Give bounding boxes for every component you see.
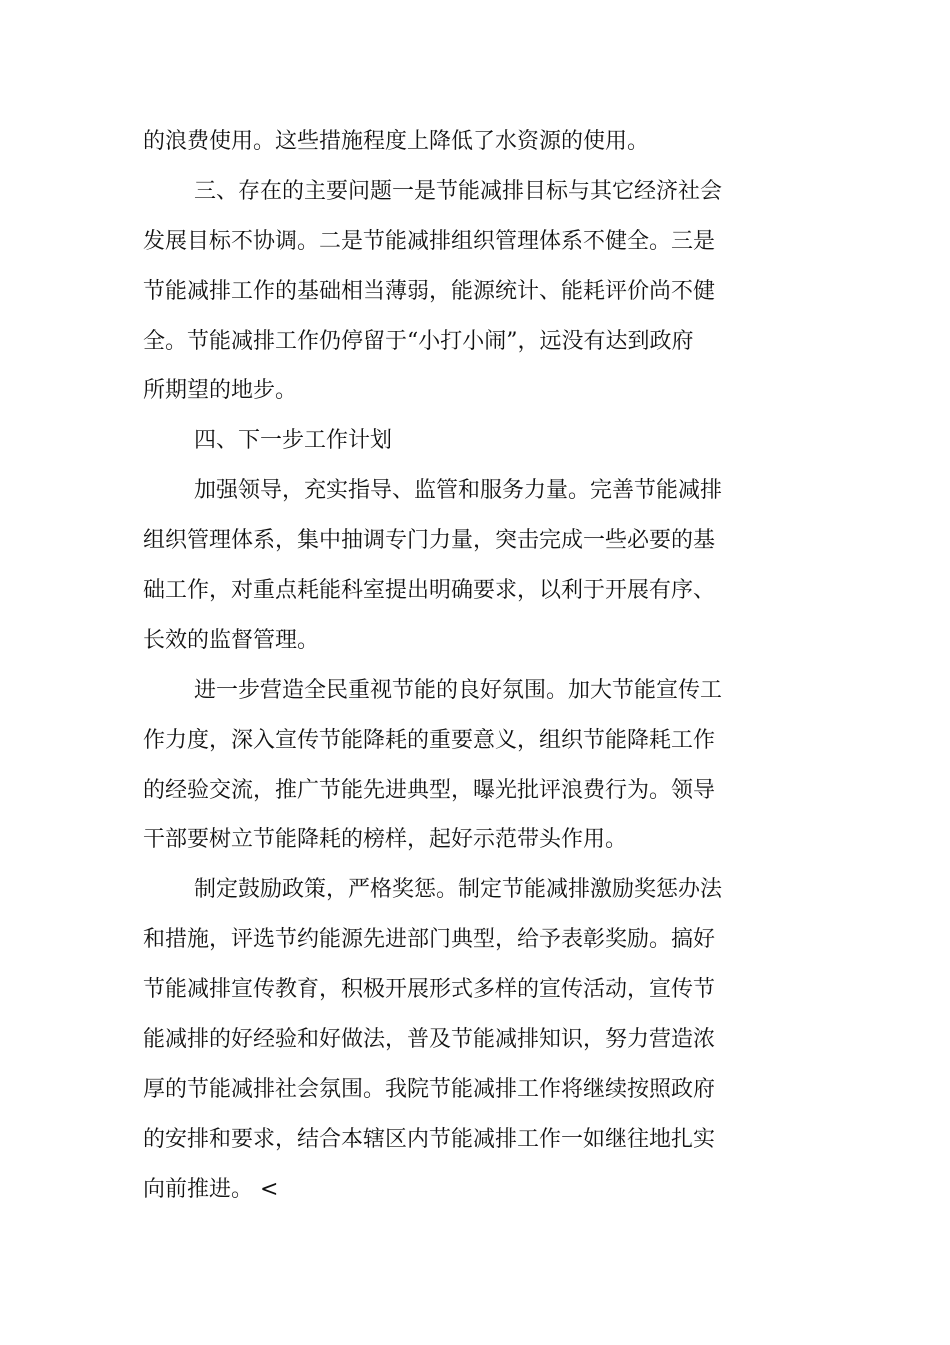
text-line: 所期望的地步。 (143, 378, 298, 404)
text-line: 全。节能减排工作仍停留于“小打小闹”，远没有达到政府 (143, 328, 694, 354)
text-line: 的安排和要求，结合本辖区内节能减排工作一如继往地扎实 (143, 1126, 716, 1152)
text-line: 节能减排工作的基础相当薄弱，能源统计、能耗评价尚不健 (143, 278, 716, 304)
paragraph-start-line: 进一步营造全民重视节能的良好氛围。加大节能宣传工 (194, 677, 723, 703)
text-line: 的经验交流，推广节能先进典型，曝光批评浪费行为。领导 (143, 777, 716, 803)
section-four-heading: 四、下一步工作计划 (194, 428, 393, 454)
text-line: 作力度，深入宣传节能降耗的重要意义，组织节能降耗工作 (143, 727, 716, 753)
text-line: 础工作，对重点耗能科室提出明确要求，以利于开展有序、 (143, 578, 716, 604)
text-line: 厚的节能减排社会氛围。我院节能减排工作将继续按照政府 (143, 1076, 716, 1102)
text-line: 向前推进。 < (143, 1176, 279, 1202)
section-three-heading-line: 三、存在的主要问题一是节能减排目标与其它经济社会 (194, 178, 723, 204)
text-line: 的浪费使用。这些措施程度上降低了水资源的使用。 (143, 129, 650, 154)
document-body (143, 117, 743, 1215)
text-line: 组织管理体系，集中抽调专门力量，突击完成一些必要的基 (143, 528, 716, 554)
text-line: 和措施，评选节约能源先进部门典型，给予表彰奖励。搞好 (143, 927, 716, 953)
text-line: 长效的监督管理。 (143, 627, 320, 653)
text-line: 发展目标不协调。二是节能减排组织管理体系不健全。三是 (143, 228, 716, 254)
text-line: 节能减排宣传教育，积极开展形式多样的宣传活动，宣传节 (143, 977, 716, 1003)
text-line: 干部要树立节能降耗的榜样，起好示范带头作用。 (143, 827, 628, 853)
text-line: 能减排的好经验和好做法，普及节能减排知识，努力营造浓 (143, 1027, 716, 1053)
paragraph-start-line: 加强领导，充实指导、监管和服务力量。完善节能减排 (194, 478, 723, 504)
paragraph-start-line: 制定鼓励政策，严格奖惩。制定节能减排激励奖惩办法 (194, 877, 723, 903)
